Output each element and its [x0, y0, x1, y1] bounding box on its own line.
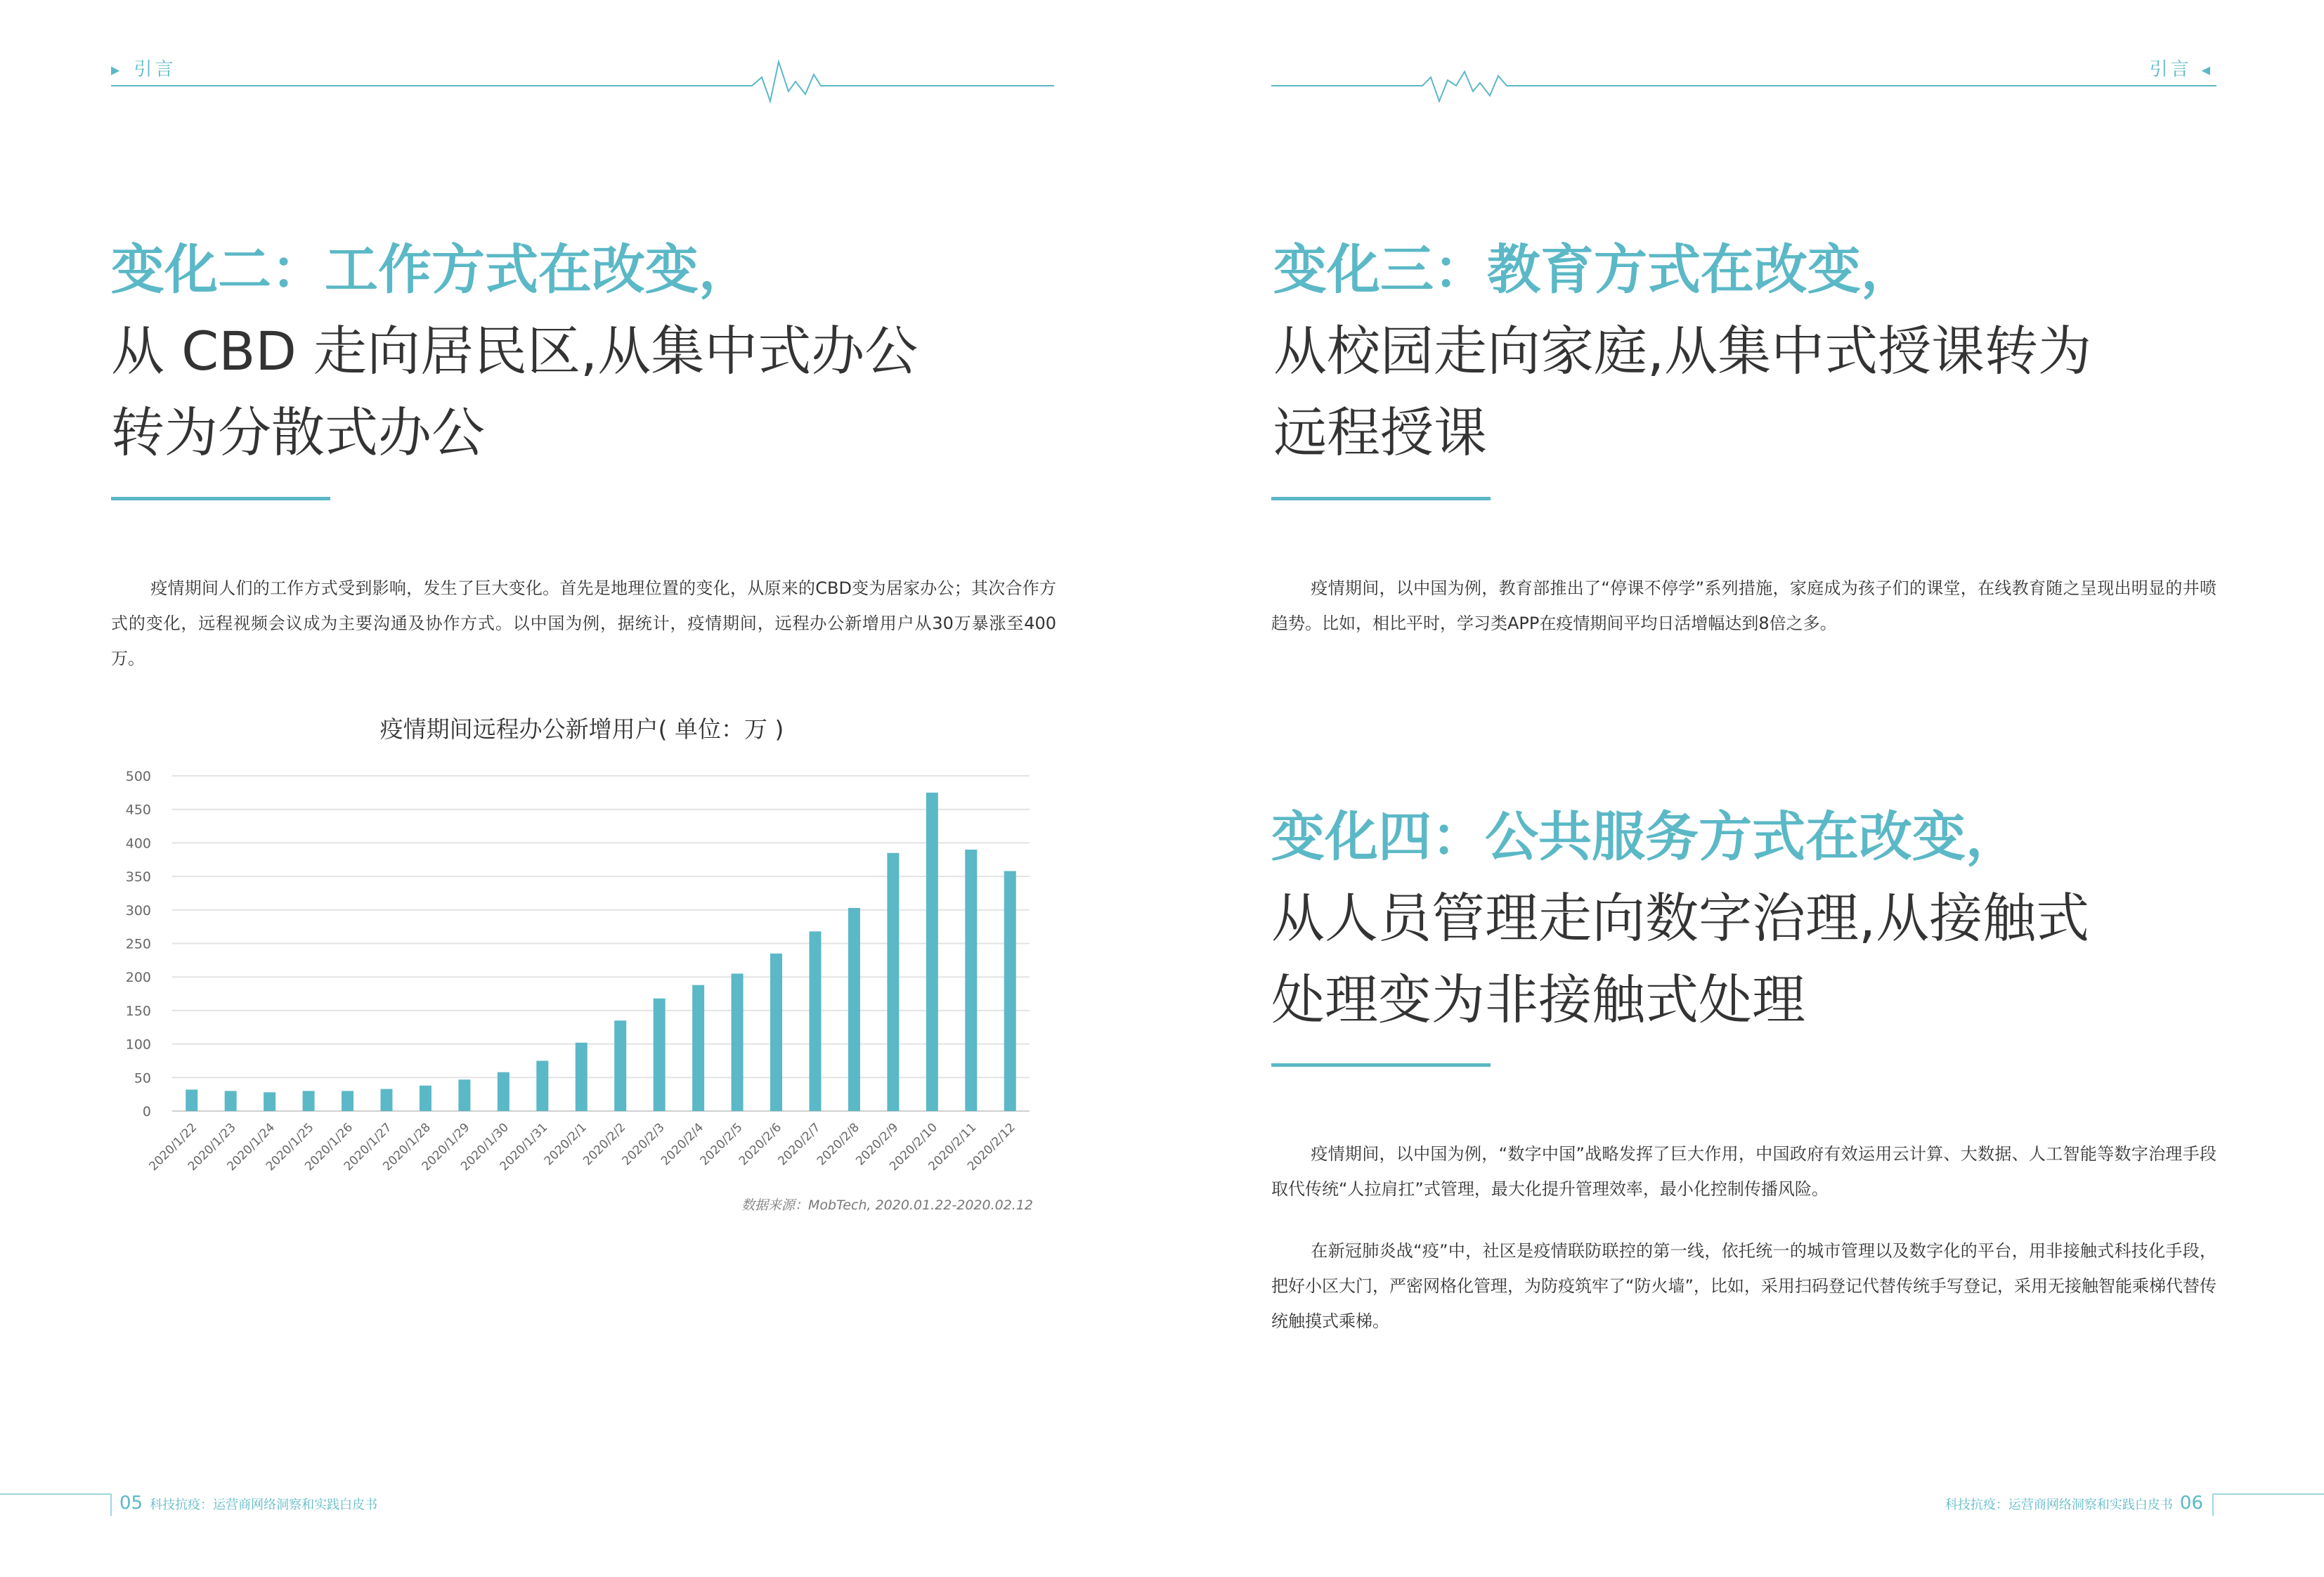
y-tick-label: 150 — [125, 1003, 151, 1019]
x-tick-label: 2020/2/5 — [697, 1120, 746, 1169]
triangle-right-icon: ▶ — [111, 63, 123, 77]
right-page — [1162, 0, 2324, 1577]
x-tick-label: 2020/2/6 — [736, 1120, 785, 1169]
x-tick-label: 2020/2/2 — [580, 1120, 629, 1169]
chart-title: 疫情期间远程办公新增用户( 单位：万 ) — [379, 715, 784, 743]
title-underline — [1271, 497, 1491, 500]
x-tick-label: 2020/2/7 — [775, 1120, 824, 1169]
y-tick-label: 50 — [134, 1070, 151, 1086]
title-line: 从人员管理走向数字治理,从接触式 — [1271, 887, 2090, 949]
bar — [303, 1091, 315, 1111]
x-tick-label: 2020/2/12 — [965, 1120, 1018, 1174]
title-line: 从 CBD 走向居民区,从集中式办公 — [111, 320, 918, 382]
y-tick-label: 500 — [125, 769, 151, 784]
x-tick-label: 2020/2/10 — [887, 1120, 940, 1174]
triangle-left-icon: ◀ — [2201, 63, 2213, 77]
bar — [926, 793, 938, 1111]
book-title: 科技抗疫：运营商网络洞察和实践白皮书 — [150, 1498, 378, 1512]
body-paragraph: 疫情期间，以中国为例，“数字中国”战略发挥了巨大作用，中国政府有效运用云计算、大数据、人工智能等数字治理手段取代传统“人拉肩扛”式管理，最大化提升管理效率，最小化控制传播风险。 — [1271, 1144, 2216, 1199]
y-tick-label: 450 — [125, 802, 151, 818]
x-tick-label: 2020/2/8 — [814, 1120, 862, 1169]
header-heartbeat-line — [1162, 56, 2324, 112]
title-accent: 变化二：工作方式在改变， — [111, 238, 752, 301]
title-line: 从校园走向家庭,从集中式授课转为 — [1273, 320, 2092, 382]
bar — [848, 908, 860, 1111]
section-title-3 — [1273, 229, 2257, 474]
footer-left — [119, 1493, 377, 1514]
bar — [186, 1089, 197, 1111]
x-tick-label: 2020/2/1 — [541, 1120, 590, 1169]
body-paragraph: 在新冠肺炎战“疫”中，社区是疫情联防联控的第一线，依托统一的城市管理以及数字化的平台，用非接触式科技化手段，把好小区大门，严密网格化管理，为防疫筑牢了“防火墙”，比如，采用扫码登记代替传统手写登记，采用无接触智能乘梯代替传统触摸式乘梯。 — [1271, 1241, 2216, 1331]
page-number: 06 — [2179, 1493, 2203, 1514]
bar — [965, 850, 977, 1111]
bar — [614, 1020, 626, 1111]
footer-rule — [2214, 1493, 2324, 1495]
x-tick-label: 2020/1/30 — [458, 1120, 512, 1174]
chart-source: 数据来源：MobTech, 2020.01.22-2020.02.12 — [741, 1198, 1034, 1213]
x-tick-label: 2020/1/23 — [185, 1120, 239, 1174]
y-tick-label: 0 — [142, 1104, 151, 1120]
footer-tick — [110, 1493, 112, 1516]
bar — [887, 853, 899, 1111]
x-tick-label: 2020/1/26 — [302, 1120, 356, 1174]
bar — [1004, 871, 1016, 1111]
title-accent: 变化四：公共服务方式在改变， — [1271, 805, 2019, 868]
bar-chart — [0, 0, 1162, 1209]
bar — [264, 1092, 275, 1111]
x-tick-label: 2020/2/11 — [926, 1120, 980, 1174]
x-tick-label: 2020/1/29 — [419, 1120, 473, 1174]
x-tick-label: 2020/2/9 — [853, 1120, 902, 1169]
body-paragraph: 疫情期间，以中国为例，教育部推出了“停课不停学”系列措施，家庭成为孩子们的课堂，在线教育随之呈现出明显的井喷趋势。比如，相比平时，学习类APP在疫情期间平均日活增幅达到8倍之多。 — [1271, 578, 2216, 633]
bar — [654, 999, 666, 1111]
bar — [381, 1089, 393, 1111]
y-tick-label: 200 — [125, 970, 151, 986]
bar — [576, 1043, 588, 1111]
bar — [420, 1086, 431, 1111]
bar — [225, 1091, 237, 1111]
body-paragraph: 疫情期间人们的工作方式受到影响，发生了巨大变化。首先是地理位置的变化，从原来的CBD变为居家办公；其次合作方式的变化，远程视频会议成为主要沟通及协作方式。以中国为例，据统计，疫情期间，远程办公新增用户从30万暴涨至400万。 — [111, 578, 1056, 668]
bar — [458, 1079, 470, 1111]
y-tick-label: 100 — [125, 1037, 151, 1053]
x-tick-label: 2020/1/31 — [497, 1120, 551, 1174]
x-tick-label: 2020/1/28 — [380, 1120, 434, 1174]
y-tick-label: 250 — [125, 936, 151, 952]
running-header-left: ▶ 引言 — [111, 59, 176, 80]
title-underline — [1271, 1063, 1491, 1067]
book-title: 科技抗疫：运营商网络洞察和实践白皮书 — [1945, 1498, 2173, 1512]
running-header-right: 引言 ◀ — [2149, 59, 2213, 80]
bar — [498, 1072, 509, 1111]
x-tick-label: 2020/1/24 — [224, 1120, 278, 1174]
bar — [810, 931, 822, 1111]
y-tick-label: 400 — [125, 836, 151, 852]
bar — [732, 973, 744, 1111]
x-tick-label: 2020/1/25 — [263, 1120, 317, 1174]
page-number: 05 — [119, 1493, 143, 1514]
title-line: 转为分散式办公 — [111, 401, 485, 464]
footer-right — [1945, 1493, 2203, 1514]
x-tick-label: 2020/1/22 — [146, 1120, 200, 1174]
title-line: 远程授课 — [1273, 401, 1487, 464]
x-tick-label: 2020/1/27 — [341, 1120, 395, 1174]
bar — [536, 1060, 548, 1111]
x-tick-label: 2020/2/4 — [658, 1120, 707, 1169]
bar — [342, 1091, 353, 1111]
y-tick-label: 300 — [125, 902, 151, 919]
title-line: 处理变为非接触式处理 — [1271, 968, 1805, 1031]
bar — [770, 954, 782, 1111]
footer-rule — [0, 1493, 111, 1495]
bar — [692, 985, 704, 1111]
x-tick-label: 2020/2/3 — [619, 1120, 668, 1169]
section-title-4 — [1271, 796, 2255, 1041]
y-tick-label: 350 — [125, 869, 151, 885]
footer-tick — [2212, 1493, 2214, 1516]
title-accent: 变化三：教育方式在改变， — [1273, 238, 1914, 301]
